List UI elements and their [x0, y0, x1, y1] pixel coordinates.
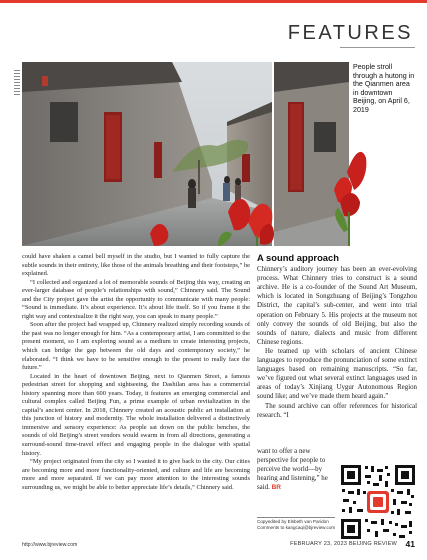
- footer-url[interactable]: http://www.bjreview.com: [22, 542, 78, 548]
- left-paragraph: Located in the heart of downtown Beijing, next to Qianmen Street, a famous pedestrian street for shopping and sightseeing, the Dashilan area has a commercial history spanning more than 600 years. Today, it features an emerging commercial and cultural complex called Beijing Fun, a prime example of urban revitalization in the capital’s ancient center. In 2018, Chinnery created an acoustic public art installation at this junction of history and modernity. The whole installation delivered a distinctively immersive and sensory experience: As people sat down on the public benches, the sounds of old Beijing’s street vendors would swarm in from all directions, generating a surround-sound time-travel effect and engaging people in the dialogue with spatial history.: [22, 372, 250, 457]
- page-number: 41: [405, 539, 415, 549]
- copyedit-note: [257, 519, 341, 531]
- closing-text: want to offer a new perspective for people to perceive the world—by hearing and listening,” he said.: [257, 448, 328, 492]
- right-column: [257, 253, 417, 420]
- end-mark: BR: [271, 484, 281, 492]
- left-paragraph: “I collected and organized a lot of memorable sounds of Beijing this way, creating an ever-larger database of people’s relationships with sound,” Chinnery said. The Sound and the City project gave the artist the opportunity to communicate with many people: “Sound is immediate. It’s about experience. It’s about life itself. So if you frame it the right way and contextualize it the right way, you can speak to many people.”: [22, 278, 250, 320]
- comments-line: Comments to kangcaqi@bjreview.com: [257, 524, 336, 530]
- right-paragraph: He teamed up with scholars of ancient Chinese languages to reproduce the pronunciation of some extinct languages based on remaining manuscripts. “So far, we’ve figured out what several extinct languages used in areas of today’s Xinjiang Uygur Autonomous Region sound like; and we’ve made them heard again.”: [257, 347, 417, 401]
- photo-credit: [14, 70, 20, 96]
- right-paragraph: Chinnery’s auditory journey has been an ever-evolving process. What Chinnery tries to construct is a sound archive. He is a co-founder of the Sound Art Museum, which is located in Songzhuang of Beijing’s Tongzhou District, the capital’s sub-center, and went into trial operation on February 5. His projects at the museum not only convey the sounds of old Beijing, but also the sounds of nature, dialects and music from different Chinese regions.: [257, 266, 417, 346]
- footer-issue: FEBRUARY 23, 2023 BEIJING REVIEW: [290, 541, 397, 547]
- left-paragraph: could have shaken a camel bell myself in the studio, but I wanted to fully capture the subtle sounds in their entirety, like those of the animals breathing and their footsteps,” he explained.: [22, 253, 250, 278]
- closing-paragraph: [257, 447, 337, 492]
- section-title-rule: [340, 47, 415, 48]
- left-column: [22, 253, 250, 492]
- left-paragraph: Soon after the project had wrapped up, Chinnery realized simply recording sounds of the past was no longer enough for him. “As a contemporary artist, I am committed to the present moment, so I am exploring sound as a medium to create interesting projects, which can bridge the gap between the old days and contemporary society,” he elaborated. “I think we have to be sensitive enough to the present to really face the future.”: [22, 321, 250, 372]
- section-title: FEATURES: [287, 22, 413, 44]
- photo-caption: People stroll through a hutong in the Qianmen area in downtown Beijing, on April 6, 2019: [353, 63, 415, 114]
- header-accent-rule: [0, 0, 427, 3]
- qr-code: [339, 463, 417, 541]
- subheading: A sound approach: [257, 252, 339, 263]
- copyedit-rule: [257, 517, 335, 518]
- right-paragraph: The sound archive can offer references for historical research. “I: [257, 402, 417, 419]
- copyeditor-line: Copyedited by Elsbeth van Paridon: [257, 519, 329, 524]
- left-paragraph: “My project originated from the city so I wanted it to give back to the city. Our cities are becoming more and more functionality-oriented, and culture and life are becoming more and more separated. If we can pay more attention to the interesting sounds surrounding us, we might be able to better appreciate life’s details,” Chinnery said.: [22, 458, 250, 491]
